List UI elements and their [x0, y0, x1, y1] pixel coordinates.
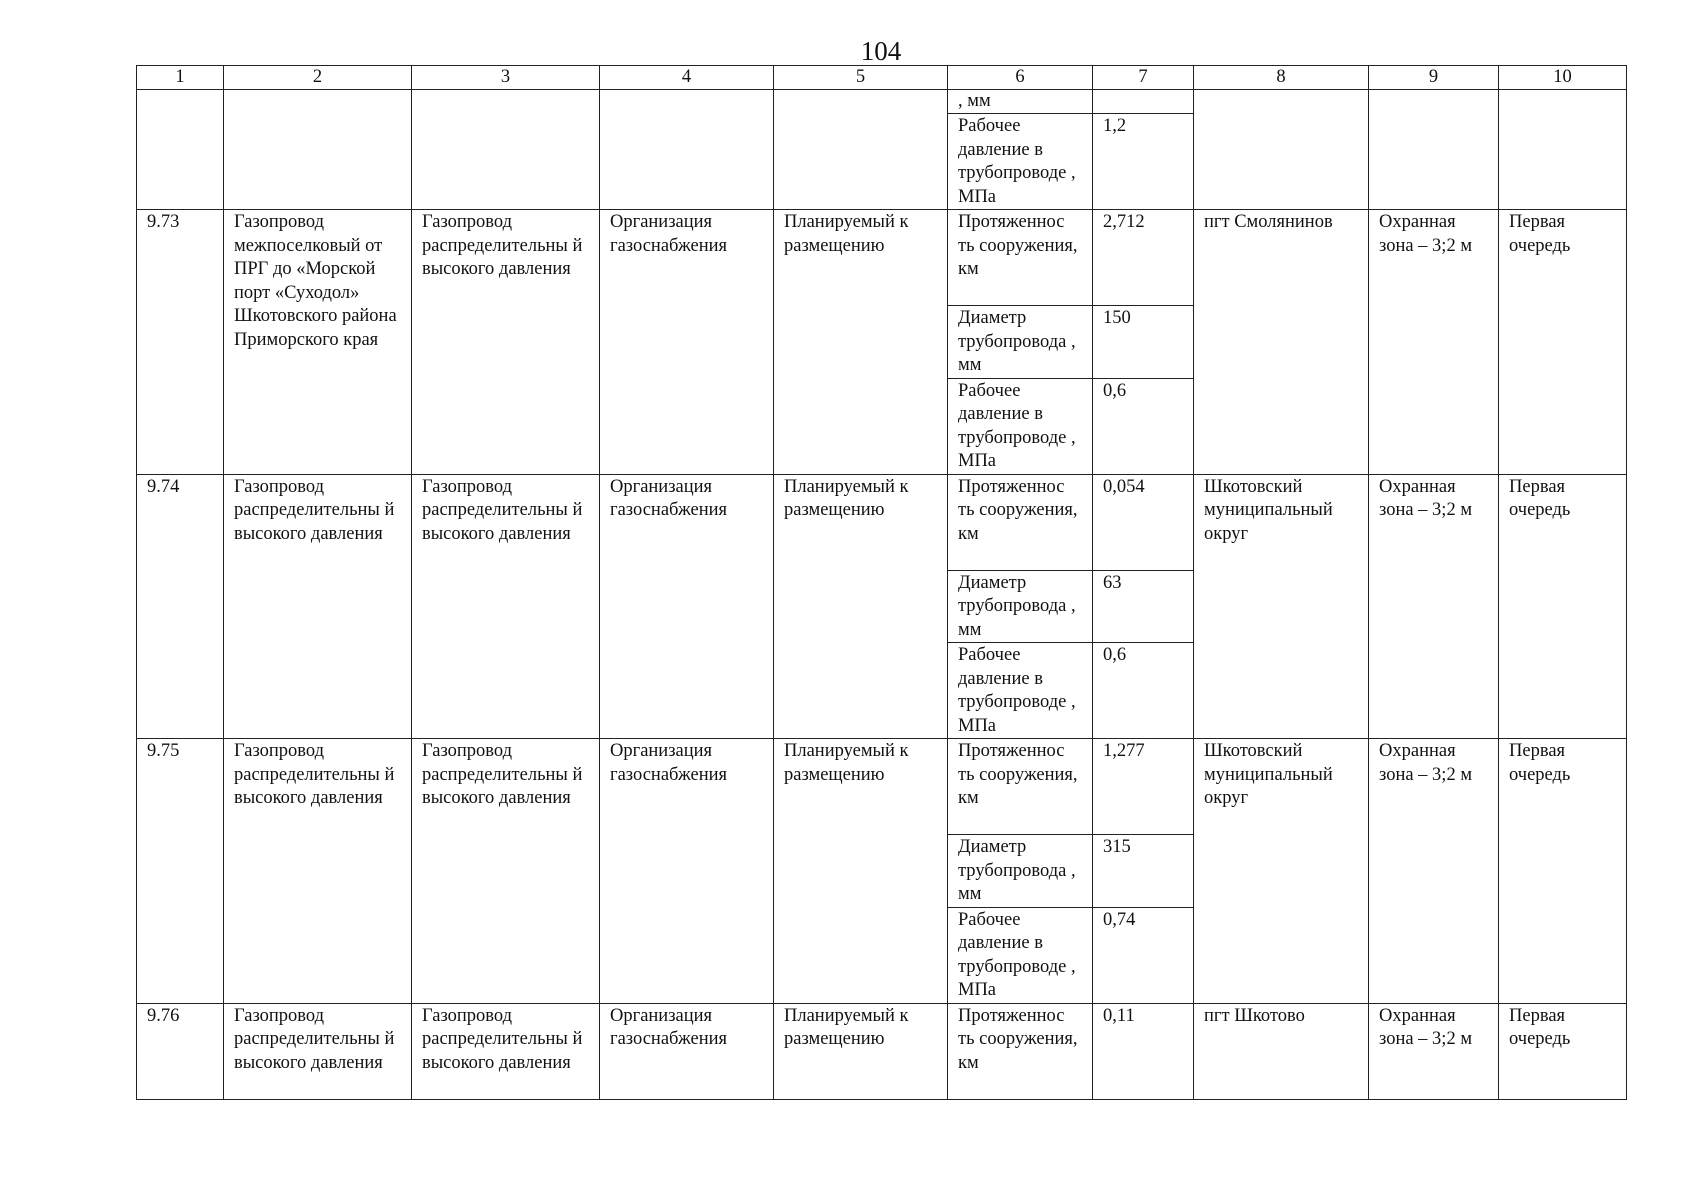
object-zone: Охранная зона – 3;2 м [1369, 474, 1499, 739]
row-number: 9.75 [137, 739, 224, 1004]
param-value: 0,74 [1093, 907, 1194, 1003]
param-name: Рабочее давление в трубопроводе , МПа [948, 643, 1093, 739]
column-number: 7 [1093, 66, 1194, 90]
object-name: Газопровод распределительны й высокого давления [224, 739, 412, 1004]
param-name: Протяженнос ть сооружения, км [948, 474, 1093, 570]
param-name: , мм [948, 90, 1093, 114]
object-name: Газопровод распределительны й высокого давления [224, 1003, 412, 1099]
param-value [1093, 90, 1194, 114]
object-name: Газопровод распределительны й высокого давления [224, 474, 412, 739]
param-name: Рабочее давление в трубопроводе , МПа [948, 907, 1093, 1003]
column-number: 8 [1194, 66, 1369, 90]
column-number: 4 [600, 66, 774, 90]
table-row [137, 90, 1627, 114]
object-stage: Первая очередь [1499, 1003, 1627, 1099]
page-number: 104 [860, 36, 902, 66]
param-value: 1,2 [1093, 114, 1194, 210]
object-stage: Первая очередь [1499, 739, 1627, 1004]
param-name: Диаметр трубопровода , мм [948, 306, 1093, 379]
object-zone: Охранная зона – 3;2 м [1369, 210, 1499, 475]
param-value: 0,6 [1093, 378, 1194, 474]
object-location: Шкотовский муниципальный округ [1194, 474, 1369, 739]
column-number: 6 [948, 66, 1093, 90]
param-value: 0,6 [1093, 643, 1194, 739]
param-value: 1,277 [1093, 739, 1194, 835]
table-row [137, 739, 1627, 835]
object-status: Планируемый к размещению [774, 210, 948, 475]
param-value: 2,712 [1093, 210, 1194, 306]
column-number: 9 [1369, 66, 1499, 90]
param-name: Протяженнос ть сооружения, км [948, 1003, 1093, 1099]
row-number: 9.74 [137, 474, 224, 739]
object-status: Планируемый к размещению [774, 1003, 948, 1099]
object-location: Шкотовский муниципальный округ [1194, 739, 1369, 1004]
object-type: Газопровод распределительны й высокого давления [412, 1003, 600, 1099]
object-location: пгт Смолянинов [1194, 210, 1369, 475]
param-name: Протяженнос ть сооружения, км [948, 739, 1093, 835]
table-row [137, 1003, 1627, 1099]
object-type: Газопровод распределительны й высокого давления [412, 210, 600, 475]
object-purpose: Организация газоснабжения [600, 1003, 774, 1099]
column-number: 10 [1499, 66, 1627, 90]
param-name: Протяженнос ть сооружения, км [948, 210, 1093, 306]
object-type: Газопровод распределительны й высокого давления [412, 739, 600, 1004]
param-name: Рабочее давление в трубопроводе , МПа [948, 378, 1093, 474]
param-name: Диаметр трубопровода , мм [948, 835, 1093, 908]
object-purpose: Организация газоснабжения [600, 210, 774, 475]
param-value: 0,054 [1093, 474, 1194, 570]
param-value: 150 [1093, 306, 1194, 379]
param-name: Рабочее давление в трубопроводе , МПа [948, 114, 1093, 210]
object-status: Планируемый к размещению [774, 474, 948, 739]
object-stage: Первая очередь [1499, 474, 1627, 739]
row-number: 9.73 [137, 210, 224, 475]
column-number: 2 [224, 66, 412, 90]
table-row [137, 474, 1627, 570]
object-zone: Охранная зона – 3;2 м [1369, 739, 1499, 1004]
objects-table [136, 65, 1627, 1100]
object-type: Газопровод распределительны й высокого давления [412, 474, 600, 739]
column-number: 1 [137, 66, 224, 90]
object-location: пгт Шкотово [1194, 1003, 1369, 1099]
object-status: Планируемый к размещению [774, 739, 948, 1004]
column-number: 5 [774, 66, 948, 90]
param-value: 63 [1093, 570, 1194, 643]
object-stage: Первая очередь [1499, 210, 1627, 475]
param-value: 315 [1093, 835, 1194, 908]
object-name: Газопровод межпоселковый от ПРГ до «Морской порт «Суходол» Шкотовского района Приморского края [224, 210, 412, 475]
column-number: 3 [412, 66, 600, 90]
row-number: 9.76 [137, 1003, 224, 1099]
column-number-row [137, 66, 1627, 90]
object-zone: Охранная зона – 3;2 м [1369, 1003, 1499, 1099]
table-row [137, 210, 1627, 306]
object-purpose: Организация газоснабжения [600, 739, 774, 1004]
object-purpose: Организация газоснабжения [600, 474, 774, 739]
param-value: 0,11 [1093, 1003, 1194, 1099]
param-name: Диаметр трубопровода , мм [948, 570, 1093, 643]
